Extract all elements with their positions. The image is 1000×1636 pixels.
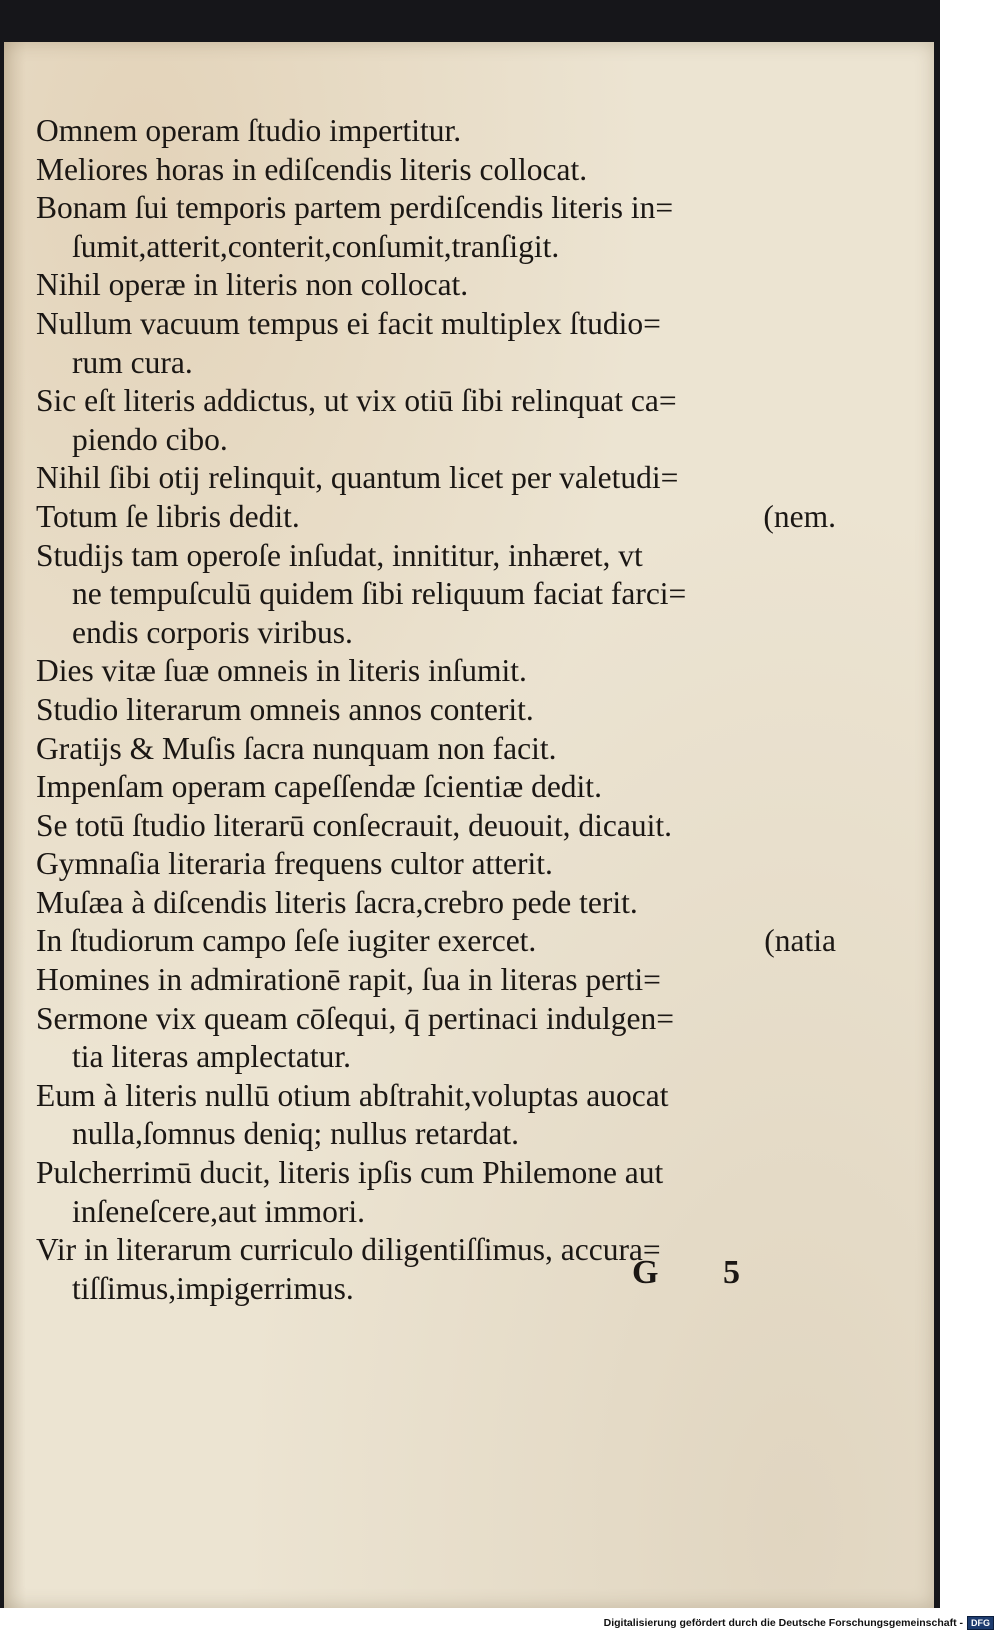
text-line: Nihil ſibi otij relinquit, quantum licet per valetudi= <box>36 460 679 496</box>
text-line: endis corporis viribus. <box>72 614 353 650</box>
text-line: Se totū ſtudio literarū conſecrauit, deuouit, dicauit. <box>36 807 672 843</box>
text-line: Impenſam operam capeſſendæ ſcientiæ dedit. <box>36 769 602 805</box>
text-line: tia literas amplectatur. <box>72 1039 352 1075</box>
text-line: inſeneſcere,aut immori. <box>72 1193 366 1229</box>
text-line: Pulcherrimū ducit, literis ipſis cum Philemone aut <box>36 1155 664 1191</box>
text-line <box>36 498 836 537</box>
text-line: Bonam ſui temporis partem perdiſcendis literis in= <box>36 190 674 226</box>
page-text <box>36 112 836 1308</box>
text-line: Meliores horas in ediſcendis literis collocat. <box>36 151 588 187</box>
text-line: Homines in admirationē rapit, ſua in literas perti= <box>36 962 661 998</box>
text-line: Vir in literarum curriculo diligentiſſimus, accura= <box>36 1232 661 1268</box>
text-line-turnover: (nem. <box>763 498 836 534</box>
text-line: piendo cibo. <box>72 421 228 457</box>
text-line: Gymnaſia literaria frequens cultor atterit. <box>36 846 553 882</box>
text-line: nulla,ſomnus deniq; nullus retardat. <box>72 1116 520 1152</box>
text-line: Sic eſt literis addictus, ut vix otiū ſibi relinquat ca= <box>36 383 677 419</box>
text-line: Sermone vix queam cōſequi, q̄ pertinaci indulgen= <box>36 1000 674 1036</box>
footer-credit: Digitalisierung gefördert durch die Deutsche Forschungsgemeinschaft - <box>603 1617 963 1629</box>
text-line-main: Totum ſe libris dedit. <box>36 498 300 534</box>
dfg-logo: DFG <box>967 1616 994 1630</box>
text-line: tiſſimus,impigerrimus. <box>72 1270 354 1306</box>
text-line: Gratijs & Muſis ſacra nunquam non facit. <box>36 730 557 766</box>
digitization-footer <box>582 1610 1000 1636</box>
text-line-turnover: (natia <box>764 923 836 959</box>
text-line: Studio literarum omneis annos conterit. <box>36 691 534 727</box>
signature-mark: G 5 <box>632 1254 768 1291</box>
text-line: Omnem operam ſtudio impertitur. <box>36 113 462 148</box>
text-line: Studijs tam operoſe inſudat, innititur, inhæret, vt <box>36 537 643 573</box>
text-line: Dies vitæ ſuæ omneis in literis inſumit. <box>36 653 527 689</box>
text-line: rum cura. <box>72 344 193 380</box>
text-line: ne tempuſculū quidem ſibi reliquum faciat farci= <box>72 576 687 612</box>
text-line-main: In ſtudiorum campo ſeſe iugiter exercet. <box>36 923 537 959</box>
text-line: ſumit,atterit,conterit,conſumit,tranſigit. <box>72 228 560 264</box>
text-line: Nihil operæ in literis non collocat. <box>36 267 469 303</box>
text-line: Muſæa à diſcendis literis ſacra,crebro pede terit. <box>36 884 638 920</box>
text-line: Nullum vacuum tempus ei facit multiplex ſtudio= <box>36 305 661 341</box>
text-line <box>36 922 836 961</box>
text-line: Eum à literis nullū otium abſtrahit,voluptas auocat <box>36 1077 669 1113</box>
